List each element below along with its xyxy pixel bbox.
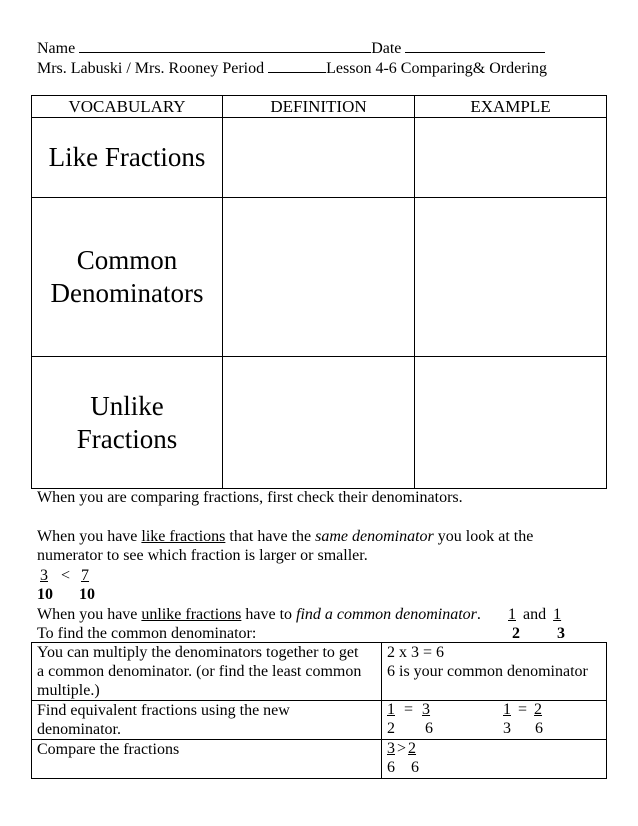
example-numerator-1: 3 [40, 567, 48, 584]
text-segment: you look at the [433, 528, 534, 545]
step-example-line: 2 x 3 = 6 [387, 644, 445, 661]
example-cell[interactable] [415, 357, 607, 489]
col-header-vocabulary: VOCABULARY [32, 96, 223, 118]
and-word: and [523, 606, 547, 623]
compare-numerator-right: 2 [408, 740, 417, 757]
eq2-denominator-right: 6 [535, 720, 543, 737]
compare-denominator-left: 6 [387, 759, 395, 776]
vocab-row-common-denominators [32, 198, 607, 357]
text-segment: When you have [37, 528, 142, 545]
paragraph-like-fractions [37, 528, 533, 546]
find-common-denominator-term: find a common denominator [296, 606, 477, 623]
compare-numerators [387, 740, 416, 758]
step-example-line: 6 is your common denominator [387, 663, 588, 680]
equation-1-numerators [387, 701, 430, 719]
col-header-example: EXAMPLE [415, 96, 607, 118]
example-numerator-2: 7 [81, 567, 90, 584]
date-field[interactable] [405, 38, 545, 53]
example-denominators [37, 586, 95, 604]
equation-2-numerators [503, 701, 542, 719]
step-example [382, 643, 607, 701]
definition-cell[interactable] [223, 198, 415, 357]
step-example [382, 701, 607, 740]
example-operator: < [61, 567, 71, 584]
term-text: Like Fractions [48, 142, 206, 172]
text-segment: have to [241, 606, 297, 623]
text-segment: . [476, 606, 481, 623]
eq1-denominator-right: 6 [425, 720, 433, 737]
step-text-line: Find equivalent fractions using the new [37, 702, 290, 719]
fraction-2-numerator: 1 [553, 606, 562, 623]
eq1-numerator-right: 3 [422, 701, 431, 718]
vocab-row-like-fractions [32, 118, 607, 198]
paragraph-unlike-fractions [37, 606, 481, 624]
eq2-numerator-left: 1 [503, 701, 511, 718]
term-text-line1: Common [76, 245, 178, 275]
example-cell[interactable] [415, 198, 607, 357]
step-text-line: Compare the fractions [37, 741, 180, 758]
definition-cell[interactable] [223, 357, 415, 489]
term-unlike-fractions [32, 357, 223, 489]
like-fractions-term: like fractions [141, 528, 226, 545]
fraction-1-denominator: 2 [512, 625, 520, 642]
date-label: Date [371, 40, 402, 57]
term-text-line2: Fractions [76, 423, 178, 454]
eq1-numerator-left: 1 [387, 701, 395, 718]
eq2-denominator-left: 3 [503, 720, 511, 737]
col-header-definition: DEFINITION [223, 96, 415, 118]
equation-1-denominators [387, 720, 433, 738]
eq2-operator: = [518, 701, 528, 718]
step-text-line: a common denominator. (or find the least common [37, 663, 362, 680]
step-instruction [32, 701, 382, 740]
fraction-1-numerator: 1 [508, 606, 516, 623]
paragraph-check-denominators: When you are comparing fractions, first check their denominators. [37, 489, 463, 506]
paragraph-like-fractions-line2: numerator to see which fraction is larger or smaller. [37, 547, 368, 564]
name-label: Name [37, 40, 76, 57]
step-instruction [32, 643, 382, 701]
compare-numerator-left: 3 [387, 740, 395, 757]
step-text-line: You can multiply the denominators together to get [37, 644, 359, 661]
eq1-operator: = [404, 701, 414, 718]
step-row-compare [32, 740, 607, 779]
period-field[interactable] [268, 58, 326, 73]
teacher-line [37, 58, 547, 78]
term-text-line2: Denominators [50, 278, 204, 308]
same-denominator-term: same denominator [315, 528, 434, 545]
term-text-line1: Unlike [90, 390, 164, 421]
example-denominator-2: 10 [79, 586, 95, 603]
example-numerators [37, 567, 94, 585]
term-like-fractions [32, 118, 223, 198]
compare-denominators [387, 759, 419, 777]
step-text-line: multiple.) [37, 682, 100, 699]
name-line [37, 38, 545, 58]
fraction-pair-numerators [508, 606, 561, 624]
vocabulary-table [31, 95, 607, 489]
fraction-pair-denominators [512, 625, 565, 643]
compare-operator: > [397, 740, 407, 757]
unlike-fractions-term: unlike fractions [141, 606, 242, 623]
step-text-line: denominator. [37, 721, 121, 738]
vocab-header-row [32, 96, 607, 118]
term-common-denominators [32, 198, 223, 357]
example-cell[interactable] [415, 118, 607, 198]
name-field[interactable] [79, 38, 371, 53]
step-example [382, 740, 607, 779]
equation-2-denominators [503, 720, 543, 738]
definition-cell[interactable] [223, 118, 415, 198]
step-row-multiply [32, 643, 607, 701]
vocab-row-unlike-fractions [32, 357, 607, 489]
step-instruction [32, 740, 382, 779]
step-row-equivalent [32, 701, 607, 740]
eq1-denominator-left: 2 [387, 720, 395, 737]
compare-denominator-right: 6 [411, 759, 419, 776]
lesson-title: Lesson 4-6 Comparing& Ordering [326, 60, 547, 77]
text-segment: When you have [37, 606, 142, 623]
example-denominator-1: 10 [37, 586, 53, 603]
eq2-numerator-right: 2 [534, 701, 543, 718]
steps-table [31, 642, 607, 779]
text-segment: that have the [225, 528, 316, 545]
fraction-2-denominator: 3 [557, 625, 565, 642]
paragraph-find-common-denominator: To find the common denominator: [37, 625, 257, 642]
teachers-label: Mrs. Labuski / Mrs. Rooney Period [37, 60, 265, 77]
